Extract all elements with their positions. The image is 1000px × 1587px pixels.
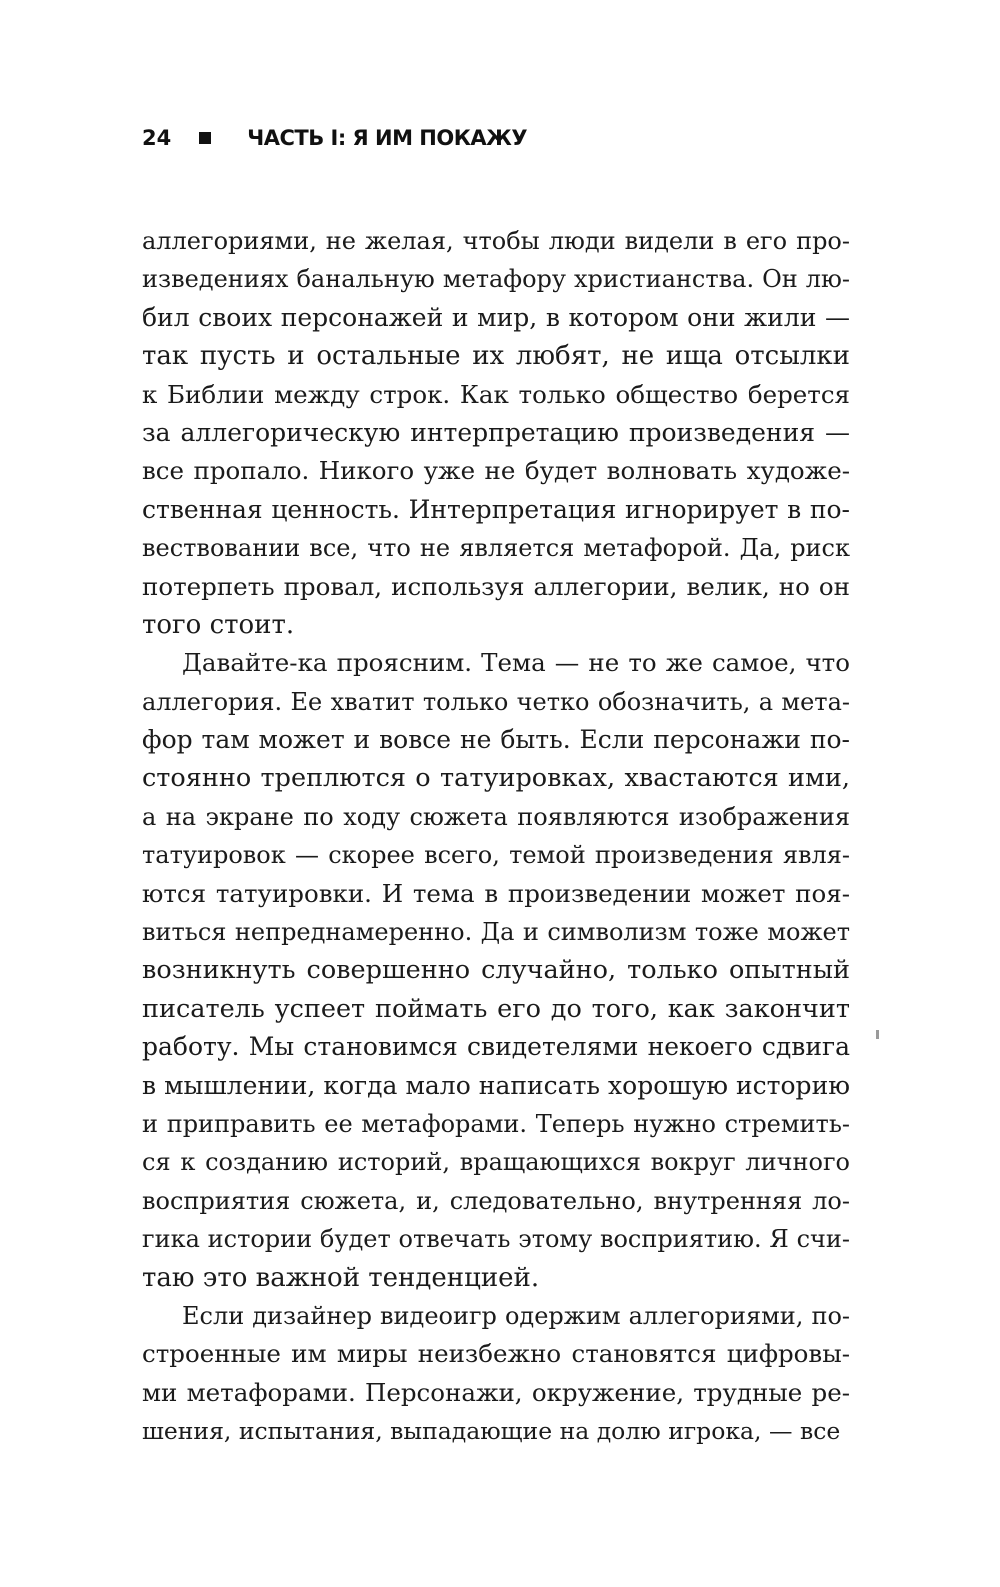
text-line: стоянно треплются о татуировках, хвастаются ими, (142, 763, 850, 794)
running-head (142, 122, 527, 154)
text-line: аллегориями, не желая, чтобы люди видели в его про- (142, 227, 850, 255)
text-line: ются татуировки. И тема в произведении может поя- (142, 878, 850, 908)
text-line: возникнуть совершенно случайно, только опытный (142, 955, 850, 986)
text-line: потерпеть провал, используя аллегории, велик, но он (142, 571, 850, 601)
text-line: ся к созданию историй, вращающихся вокруг личного (142, 1148, 850, 1177)
paragraph (142, 644, 850, 1297)
text-line: Если дизайнер видеоигр одержим аллегориями, по- (182, 1301, 850, 1330)
text-line: вествовании все, что не является метафорой. Да, риск (142, 534, 850, 563)
text-line: в мышлении, когда мало написать хорошую историю (142, 1070, 850, 1100)
text-line: строенные им миры неизбежно становятся цифровы- (142, 1339, 850, 1369)
paragraph (142, 222, 850, 644)
text-line: так пусть и остальные их любят, не ища отсылки (142, 341, 850, 372)
text-line: ми метафорами. Персонажи, окружение, трудные ре- (142, 1377, 850, 1407)
text-line: бил своих персонажей и мир, в котором они жили — (142, 302, 850, 332)
chapter-title: ЧАСТЬ I: Я ИМ ПОКАЖУ (247, 126, 528, 150)
body-text (142, 222, 850, 1451)
text-line: восприятия сюжета, и, следовательно, внутренняя ло- (142, 1186, 850, 1215)
text-line: аллегория. Ее хватит только четко обозначить, а мета- (142, 687, 850, 716)
text-line: шения, испытания, выпадающие на долю игрока, — все (142, 1417, 841, 1446)
text-line: гика истории будет отвечать этому восприятию. Я счи- (142, 1225, 850, 1254)
text-line: изведениях банальную метафору христианства. Он лю- (142, 265, 850, 294)
text-line: все пропало. Никого уже не будет волновать художе- (142, 456, 850, 486)
text-line: таю это важной тенденцией. (142, 1262, 540, 1293)
paragraph (142, 1297, 850, 1451)
text-line: ственная ценность. Интерпретация игнорирует в по- (142, 494, 850, 524)
text-line: за аллегорическую интерпретацию произведения — (142, 417, 850, 447)
text-line: и приправить ее метафорами. Теперь нужно стремить- (142, 1109, 850, 1138)
page-number: 24 (142, 126, 172, 150)
text-line: к Библии между строк. Как только общество берется (142, 379, 850, 409)
text-line: работу. Мы становимся свидетелями некоего сдвига (142, 1032, 850, 1062)
text-line: Давайте-ка проясним. Тема — не то же самое, что (182, 648, 850, 678)
text-line: фор там может и вовсе не быть. Если персонажи по- (142, 725, 850, 755)
text-line: писатель успеет поймать его до того, как закончит (142, 993, 850, 1024)
text-line: татуировок — скорее всего, темой произведения явля- (142, 841, 850, 870)
text-line: а на экране по ходу сюжета появляются изображения (142, 802, 850, 831)
text-line: виться непреднамеренно. Да и символизм тоже может (142, 918, 850, 947)
text-line: того стоит. (142, 609, 295, 640)
square-bullet-icon (199, 132, 211, 144)
margin-mark (876, 1030, 879, 1039)
